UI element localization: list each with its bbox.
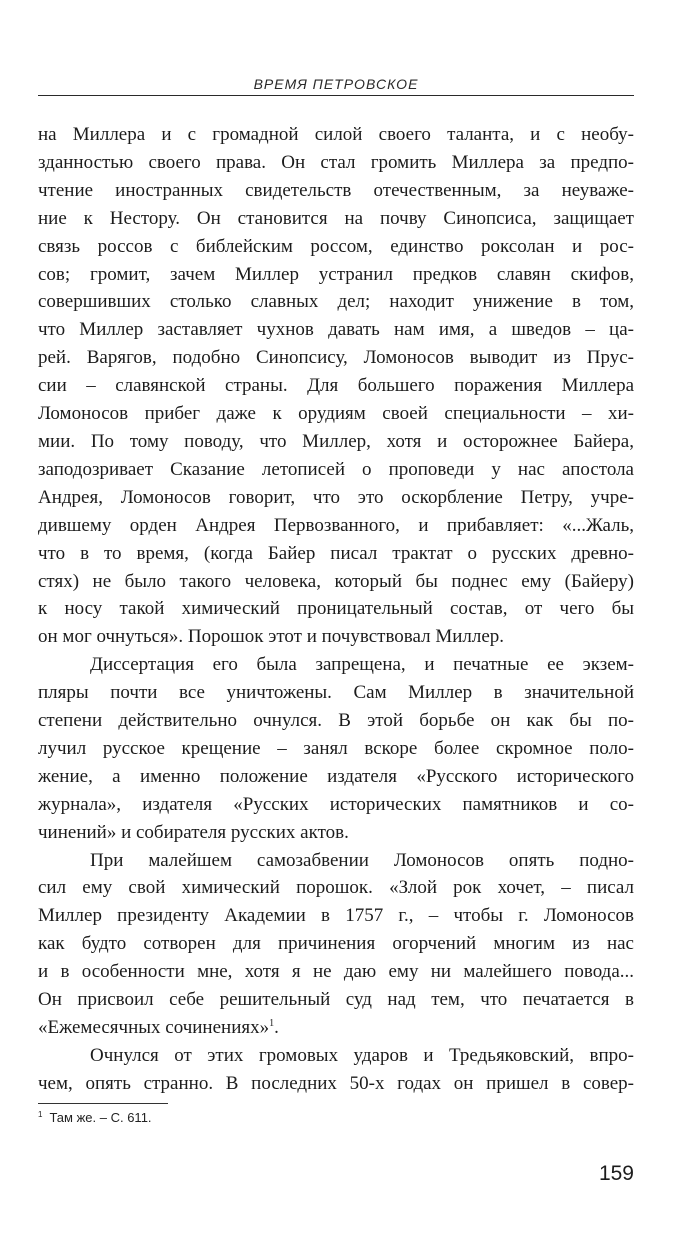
text-line: сил ему свой химический порошок. «Злой рок хочет, – писал [38, 877, 634, 899]
footnote [38, 1110, 152, 1125]
footnote-mark: 1 [38, 1110, 43, 1119]
text-line: зданностью своего права. Он стал громить Миллера за предпо- [38, 151, 634, 173]
page-number: 159 [598, 1162, 634, 1185]
text-line: чтение иностранных свидетельств отечественным, за неуваже- [38, 179, 634, 201]
text-line: Диссертация его была запрещена, и печатные ее экзем- [90, 654, 634, 676]
paragraph [38, 847, 634, 1042]
text-line: Он присвоил себе решительный суд над тем, что печатается в [38, 989, 634, 1011]
text-line: что в то время, (когда Байер писал трактат о русских древно- [38, 542, 634, 564]
text-line: журнала», издателя «Русских исторических памятников и со- [38, 793, 634, 815]
paragraph [38, 1042, 634, 1098]
text-line: Очнулся от этих громовых ударов и Тредьяковский, впро- [90, 1044, 634, 1066]
text-line: Андрея, Ломоносов говорит, что это оскорбление Петру, учре- [38, 486, 634, 508]
text-line: пляры почти все уничтожены. Сам Миллер в значительной [38, 682, 634, 704]
text-line: дившему орден Андрея Первозванного, и прибавляет: «...Жаль, [38, 514, 634, 536]
text-line: на Миллера и с громадной силой своего таланта, и с необу- [38, 124, 634, 145]
text-line: При малейшем самозабвении Ломоносов опять подно- [90, 849, 634, 871]
text-line: степени действительно очнулся. В этой борьбе он как бы по- [38, 710, 634, 732]
text-line-with-note [38, 1014, 634, 1042]
running-header [38, 76, 634, 96]
footnote-reference[interactable]: 1 [269, 1018, 275, 1029]
text-line: лучил русское крещение – занял вскоре более скромное поло- [38, 737, 634, 759]
text-line: рей. Варягов, подобно Синопсису, Ломоносов выводит из Прус- [38, 347, 634, 369]
text-fragment: «Ежемесячных сочинениях» [38, 1017, 270, 1038]
text-line: чем, опять странно. В последних 50-х годах он пришел в совер- [38, 1072, 634, 1094]
text-line: стях) не было такого человека, который бы поднес ему (Байеру) [38, 570, 634, 592]
text-line: совершивших столько славных дел; находит унижение в том, [38, 291, 634, 313]
text-line: Миллер президенту Академии в 1757 г., – чтобы г. Ломоносов [38, 905, 634, 927]
text-line: сии – славянской страны. Для большего поражения Миллера [38, 375, 634, 397]
footnote-divider [38, 1103, 168, 1104]
text-line: заподозривает Сказание летописей о проповеди у нас апостола [38, 458, 634, 480]
paragraph [38, 651, 634, 846]
paragraph [38, 121, 634, 651]
text-line: он мог очнуться». Порошок этот и почувствовал Миллер. [38, 626, 505, 648]
text-line: ние к Нестору. Он становится на почву Синопсиса, защищает [38, 207, 634, 229]
running-title: ВРЕМЯ ПЕТРОВСКОЕ [253, 76, 419, 92]
text-line: и в особенности мне, хотя я не даю ему ни малейшего повода... [38, 961, 634, 983]
text-line: к носу такой химический проницательный состав, от чего бы [38, 598, 634, 620]
text-line: как будто сотворен для причинения огорчений многим из нас [38, 933, 634, 955]
text-line: что Миллер заставляет чухнов давать нам имя, а шведов – ца- [38, 319, 634, 341]
text-line: жение, а именно положение издателя «Русского исторического [38, 765, 634, 787]
page-body [38, 121, 634, 1098]
text-line: связь россов с библейским россом, единство роксолан и рос- [38, 235, 634, 257]
period: . [274, 1017, 279, 1038]
footnote-text: Там же. – С. 611. [49, 1110, 152, 1125]
text-line: мии. По тому поводу, что Миллер, хотя и осторожнее Байера, [38, 430, 634, 452]
text-line: чинений» и собирателя русских актов. [38, 821, 349, 843]
text-line: сов; громит, зачем Миллер устранил предков славян скифов, [38, 263, 634, 285]
text-line: Ломоносов прибег даже к орудиям своей специальности – хи- [38, 403, 634, 425]
